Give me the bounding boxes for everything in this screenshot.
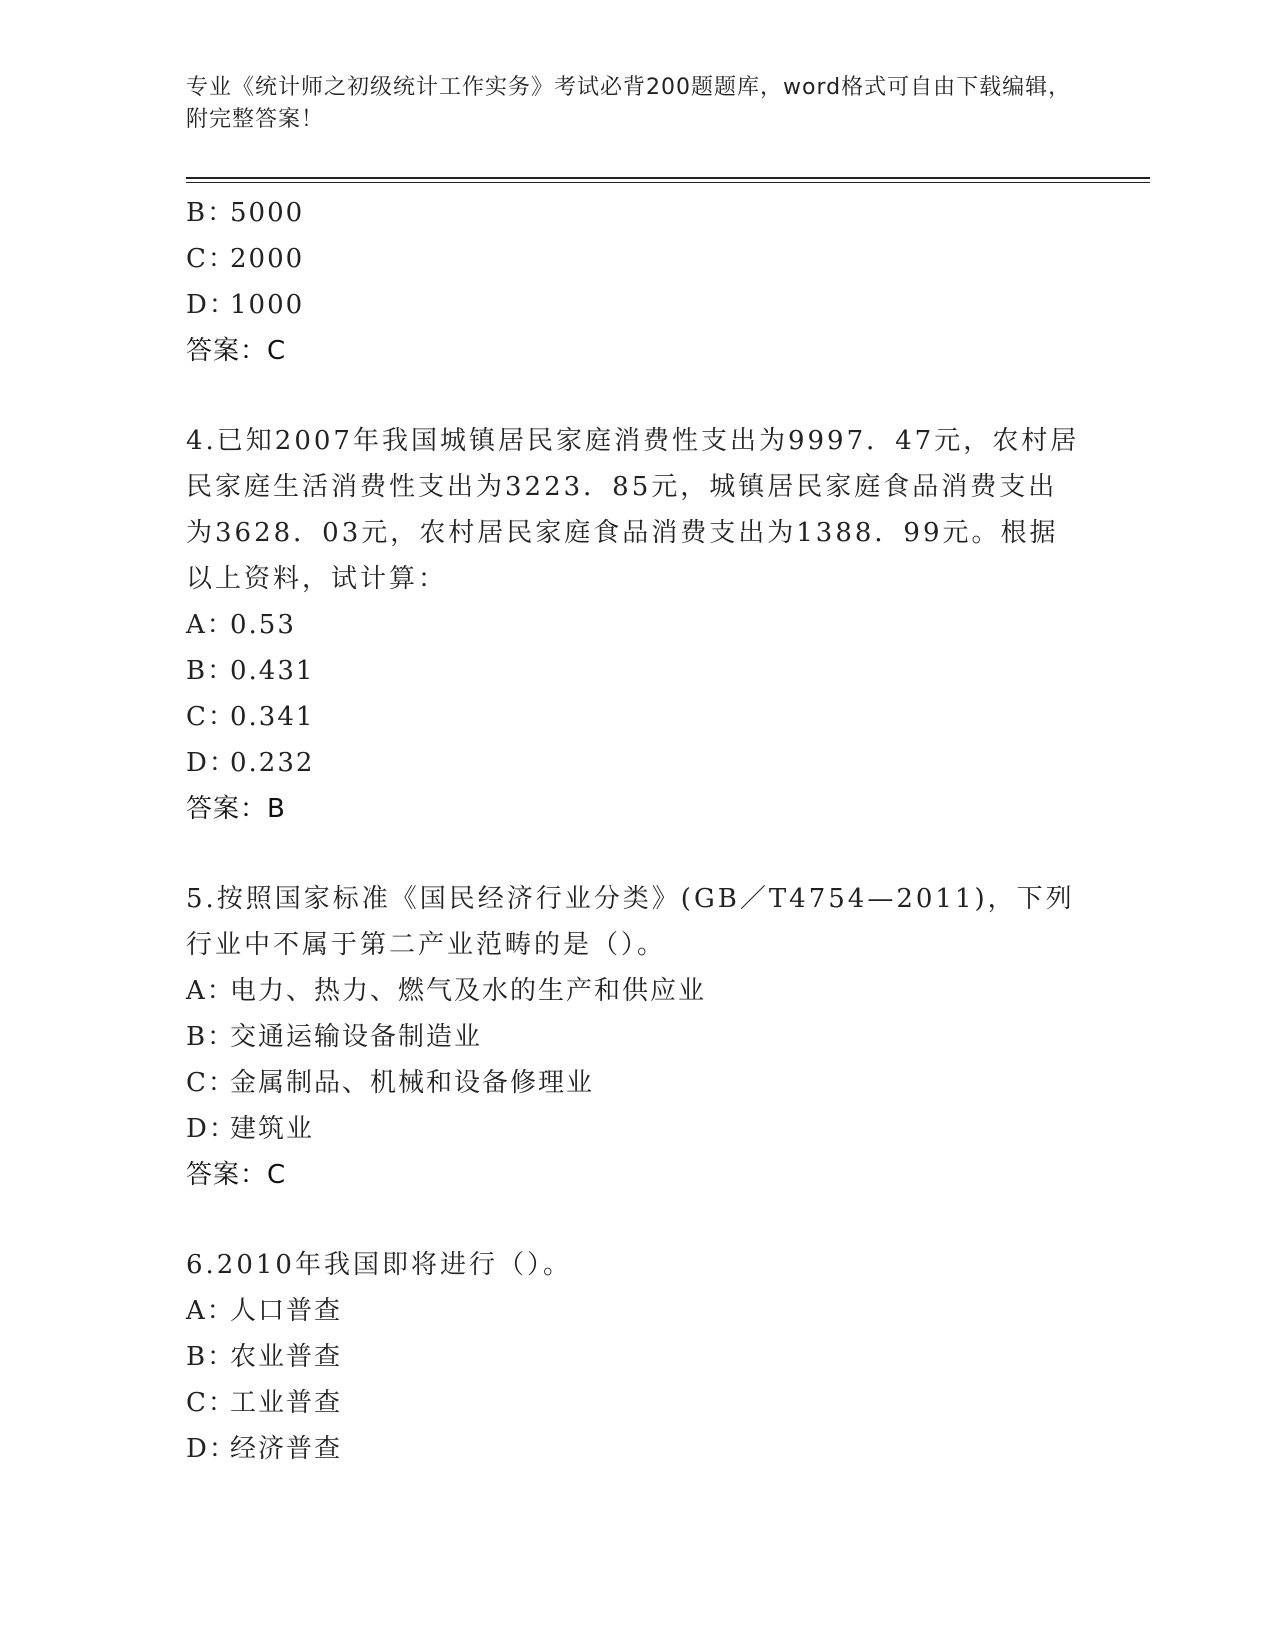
option-c — [186, 1060, 1086, 1106]
option-c — [186, 694, 1086, 740]
option-c — [186, 1380, 1086, 1426]
answer: 答案：C — [186, 1160, 287, 1190]
option-d — [186, 1106, 1086, 1152]
option-c — [186, 236, 1086, 282]
option-text: 交通运输设备制造业 — [230, 1022, 483, 1052]
option-b — [186, 190, 1086, 236]
option-key: A： — [186, 1296, 235, 1326]
question-4 — [186, 418, 1086, 832]
option-key: C： — [186, 244, 236, 274]
answer: 答案：C — [186, 336, 287, 366]
option-a — [186, 602, 1086, 648]
option-key: B： — [186, 656, 236, 686]
option-text: 工业普查 — [230, 1388, 343, 1418]
option-text: 0.232 — [230, 748, 315, 778]
question-content — [186, 190, 1086, 1472]
option-key: A： — [186, 976, 235, 1006]
option-text: 人口普查 — [230, 1296, 343, 1326]
option-text: 0.341 — [230, 702, 315, 732]
option-key: D： — [186, 1434, 237, 1464]
option-a — [186, 968, 1086, 1014]
option-d — [186, 740, 1086, 786]
option-text: 0.53 — [230, 610, 296, 640]
question-3-tail — [186, 190, 1086, 374]
question-text: 4.已知2007年我国城镇居民家庭消费性支出为9997．47元，农村居民家庭生活消费性支出为3223．85元，城镇居民家庭食品消费支出为3628．03元，农村居民家庭食品消费支出为1388．99元。根据以上资料，试计算： — [186, 426, 1080, 594]
header-rule — [186, 177, 1150, 179]
option-key: B： — [186, 198, 236, 228]
option-key: B： — [186, 1022, 236, 1052]
option-key: B： — [186, 1342, 236, 1372]
option-text: 金属制品、机械和设备修理业 — [230, 1068, 595, 1098]
option-key: A： — [186, 610, 235, 640]
option-key: C： — [186, 702, 236, 732]
option-key: D： — [186, 290, 237, 320]
option-text: 5000 — [230, 198, 305, 228]
option-key: D： — [186, 1114, 237, 1144]
option-b — [186, 1334, 1086, 1380]
option-text: 建筑业 — [230, 1114, 315, 1144]
question-text: 6.2010年我国即将进行（）。 — [186, 1250, 572, 1280]
option-text: 1000 — [230, 290, 305, 320]
option-text: 电力、热力、燃气及水的生产和供应业 — [230, 976, 707, 1006]
option-a — [186, 1288, 1086, 1334]
question-5 — [186, 876, 1086, 1198]
option-d — [186, 1426, 1086, 1472]
option-b — [186, 648, 1086, 694]
option-key: D： — [186, 748, 237, 778]
option-text: 农业普查 — [230, 1342, 343, 1372]
option-key: C： — [186, 1068, 236, 1098]
question-6 — [186, 1242, 1086, 1472]
option-d — [186, 282, 1086, 328]
option-text: 2000 — [230, 244, 305, 274]
question-text: 5.按照国家标准《国民经济行业分类》(GB／T4754—2011)，下列行业中不属于第二产业范畴的是（）。 — [186, 884, 1075, 960]
page-header: 专业《统计师之初级统计工作实务》考试必背200题题库，word格式可自由下载编辑，附完整答案！ — [186, 75, 1072, 132]
option-b — [186, 1014, 1086, 1060]
option-text: 0.431 — [230, 656, 315, 686]
option-key: C： — [186, 1388, 236, 1418]
option-text: 经济普查 — [230, 1434, 343, 1464]
header-rule-thin — [186, 182, 1150, 183]
answer: 答案：B — [186, 794, 286, 824]
